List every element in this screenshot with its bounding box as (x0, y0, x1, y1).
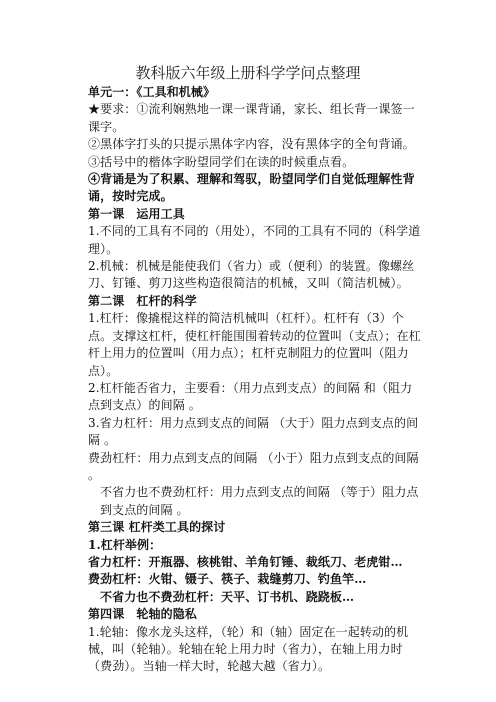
lesson2-paragraph-1: 1.杠杆：像撬棍这样的简洁机械叫（杠杆）。杠杆有（3）个点。支撑这杠杆，使杠杆能围围着转动的位置叫（支点）；在杠杆上用力的位置叫（用力点）；杠杆克制阻力的位置叫（阻力点）。 (88, 311, 421, 378)
lesson4-paragraph-1: 1.轮轴：像水龙头这样，（轮）和（轴）固定在一起转动的机械，叫（轮轴）。轮轴在轮上用力时（省力），在轴上用力时（费劲）。当轴一样大时，轮越大越（省力）。 (88, 624, 409, 674)
document-title: 教科版六年级上册科学学问点整理 (135, 64, 361, 82)
lesson3-paragraph-4: 不省力也不费劲杠杆：天平、订书机、跷跷板… (100, 589, 355, 604)
lesson3-paragraph-2: 省力杠杆：开瓶器、核桃钳、羊角钉锤、裁纸刀、老虎钳… (88, 554, 403, 569)
lesson4-heading: 第四课 轮轴的隐私 (88, 607, 197, 622)
lesson2-paragraph-4: 费劲杠杆：用力点到支点的间隔 （小于）阻力点到支点的间隔 。 (88, 450, 419, 482)
unit-heading: 单元一：《工具和机械》 (88, 85, 216, 99)
lesson2-heading: 第二课 杠杆的科学 (88, 293, 197, 308)
lesson2-paragraph-3: 3.省力杠杆：用力点到支点的间隔 （大于）阻力点到支点的间隔 。 (88, 415, 419, 448)
lesson1-paragraph-1: 1.不同的工具有不同的（用处），不同的工具有不同的（科学道理）。 (88, 224, 421, 256)
lesson1-heading: 第一课 运用工具 (88, 206, 185, 221)
document-body (88, 84, 424, 676)
lesson3-paragraph-3: 费劲杠杆：火钳、镊子、筷子、栽缝剪刀、钓鱼竿… (88, 572, 367, 587)
requirement-3: ③括号中的楷体字盼望同学们在读的时候重点看。 (88, 154, 355, 169)
lesson2-paragraph-2: 2.杠杆能否省力，主要看：（用力点到支点）的间隔 和（阻力点到支点）的间隔 。 (88, 380, 413, 413)
lesson3-paragraph-1: 1.杠杆举例： (88, 537, 162, 552)
requirement-2: ②黑体字打头的只提示黑体字内容，没有黑体字的全句背诵。 (88, 137, 415, 152)
lesson2-paragraph-5: 不省力也不费劲杠杆：用力点到支点的间隔 （等于）阻力点到支点的间隔 。 (100, 485, 419, 517)
requirement-4: ④背诵是为了积累、理解和驾驭，盼望同学们自觉低理解性背诵，按时完成。 (88, 172, 415, 204)
lesson1-paragraph-2: 2.机械：机械是能使我们（省力）或（便利）的装置。像螺丝刀、钉锤、剪刀这些构造很简洁的机械，又叫（简洁机械）。 (88, 259, 415, 291)
requirement-1: ★要求：①流利娴熟地一课一课背诵，家长、组长背一课签一课字。 (88, 102, 415, 134)
lesson3-heading: 第三课 杠杆类工具的探讨 (88, 520, 226, 535)
